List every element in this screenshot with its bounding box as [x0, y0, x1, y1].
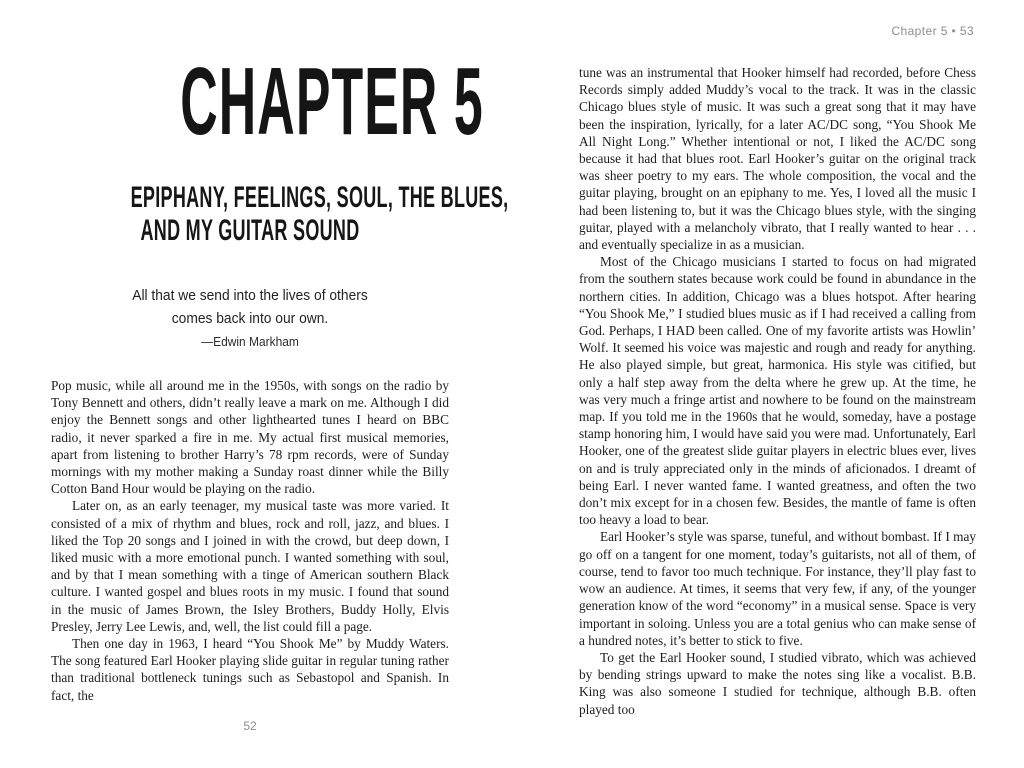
- epigraph-attribution: —Edwin Markham: [201, 334, 299, 349]
- epigraph-line-2: comes back into our own.: [171, 310, 329, 327]
- body-paragraph: Pop music, while all around me in the 1950s, with songs on the radio by Tony Bennett and others, didn’t really leave a mark on me. Although I did enjoy the Bennett songs and other lighthearted tunes I heard on BBC radio, it never sparked a fire in me. My actual first musical memories, apart from listening to brother Harry’s 78 rpm records, were of Sunday mornings with my mother making a Sunday roast dinner while the Billy Cotton Band Hour would be playing on the radio.: [51, 378, 449, 497]
- page-number: 52: [243, 719, 257, 733]
- epigraph-line-1: All that we send into the lives of others: [132, 287, 368, 304]
- body-paragraph: Then one day in 1963, I heard “You Shook Me” by Muddy Waters. The song featured Earl Hooker playing slide guitar in regular tuning rather than traditional bottleneck tunings such as Sebastopol and Spanish. In fact, the: [51, 636, 449, 703]
- chapter-subtitle: [51, 181, 509, 247]
- body-paragraph: To get the Earl Hooker sound, I studied vibrato, which was achieved by bending strings upward to make the notes sing like a vocalist. B.B. King was also someone I studied for technique, although B.B. often played too: [579, 649, 976, 717]
- body-paragraph: Most of the Chicago musicians I started to focus on had migrated from the southern states because work could be found in abundance in the northern cities. In addition, Chicago was a blues hotspot. After hearing “You Shook Me,” I studied blues music as if I had received a calling from God. Perhaps, I HAD been called. One of my favorite artists was Howlin’ Wolf. It seemed his voice was majestic and rough and ready for anything. He also played simple, but great, harmonica. His style was citified, but only a half step away from the delta where he grew up. At the time, he was very much a fringe artist and nowhere to be found on the mainstream map. If you told me in the 1960s that he would, someday, have a postage stamp honoring him, I would have said you were mad. Unfortunately, Earl Hooker, one of the greatest slide guitar players in electric blues ever, lives on and is truly appreciated only in the minds of aficionados. I dreamt of being Earl. I never wanted fame. I wanted greatness, and often the two don’t mix except for in a chosen few. Besides, the mantle of fame is often too heavy a load to bear.: [579, 254, 976, 528]
- body-paragraph: tune was an instrumental that Hooker himself had recorded, before Chess Records simply added Muddy’s vocal to the track. It was in the classic Chicago blues style of music. It was such a great song that it may have been the inspiration, lyrically, for a later AC/DC song, “You Shook Me All Night Long.” Whether intentional or not, I liked the AC/DC song because it had that blues root. Earl Hooker’s guitar on the original track was sheer poetry to my ears. The whole composition, the vocal and the guitar playing, brought on an epiphany to me. Yes, I loved all the music I had been listening to, but it was the Chicago blues style, with the singing guitar, played with a melancholy vibrato, that I really wanted to hear . . . and eventually specialize in as a musician.: [579, 65, 976, 253]
- left-page: [51, 0, 509, 768]
- chapter-title: [51, 48, 484, 155]
- chapter-subtitle-line-2: AND MY GUITAR SOUND: [140, 214, 360, 247]
- chapter-title-text: CHAPTER 5: [180, 48, 484, 155]
- chapter-subtitle-line-1: EPIPHANY, FEELINGS, SOUL, THE BLUES,: [130, 181, 509, 214]
- right-page-body: [579, 64, 976, 718]
- body-paragraph: Later on, as an early teenager, my musical taste was more varied. It consisted of a mix of rhythm and blues, rock and roll, jazz, and blues. I liked the Top 20 songs and I joined in with the crowd, but deep down, I liked music with a more emotional punch. I wanted something with soul, and by that I mean something with a tinge of American southern Black culture. I wanted gospel and blues roots in my music. I found that sound in the music of James Brown, the Isley Brothers, Buddy Holly, Elvis Presley, Jerry Lee Lewis, and, well, the list could fill a page.: [51, 498, 449, 634]
- right-page: [579, 0, 976, 768]
- left-page-body: [51, 377, 449, 704]
- epigraph: [51, 284, 449, 353]
- body-paragraph: Earl Hooker’s style was sparse, tuneful, and without bombast. If I may go off on a tangent for one moment, today’s guitarists, not all of them, of course, tend to favor too much technique. For instance, they’ll play fast to wow an audience. At times, it seems that very few, if any, of the younger generation know of the word “economy” in a musical sense. Space is very important in soloing. Unless you are a total genius who can make sense of a hundred notes, it’s better to stick to five.: [579, 529, 976, 648]
- running-header: Chapter 5 • 53: [891, 24, 974, 38]
